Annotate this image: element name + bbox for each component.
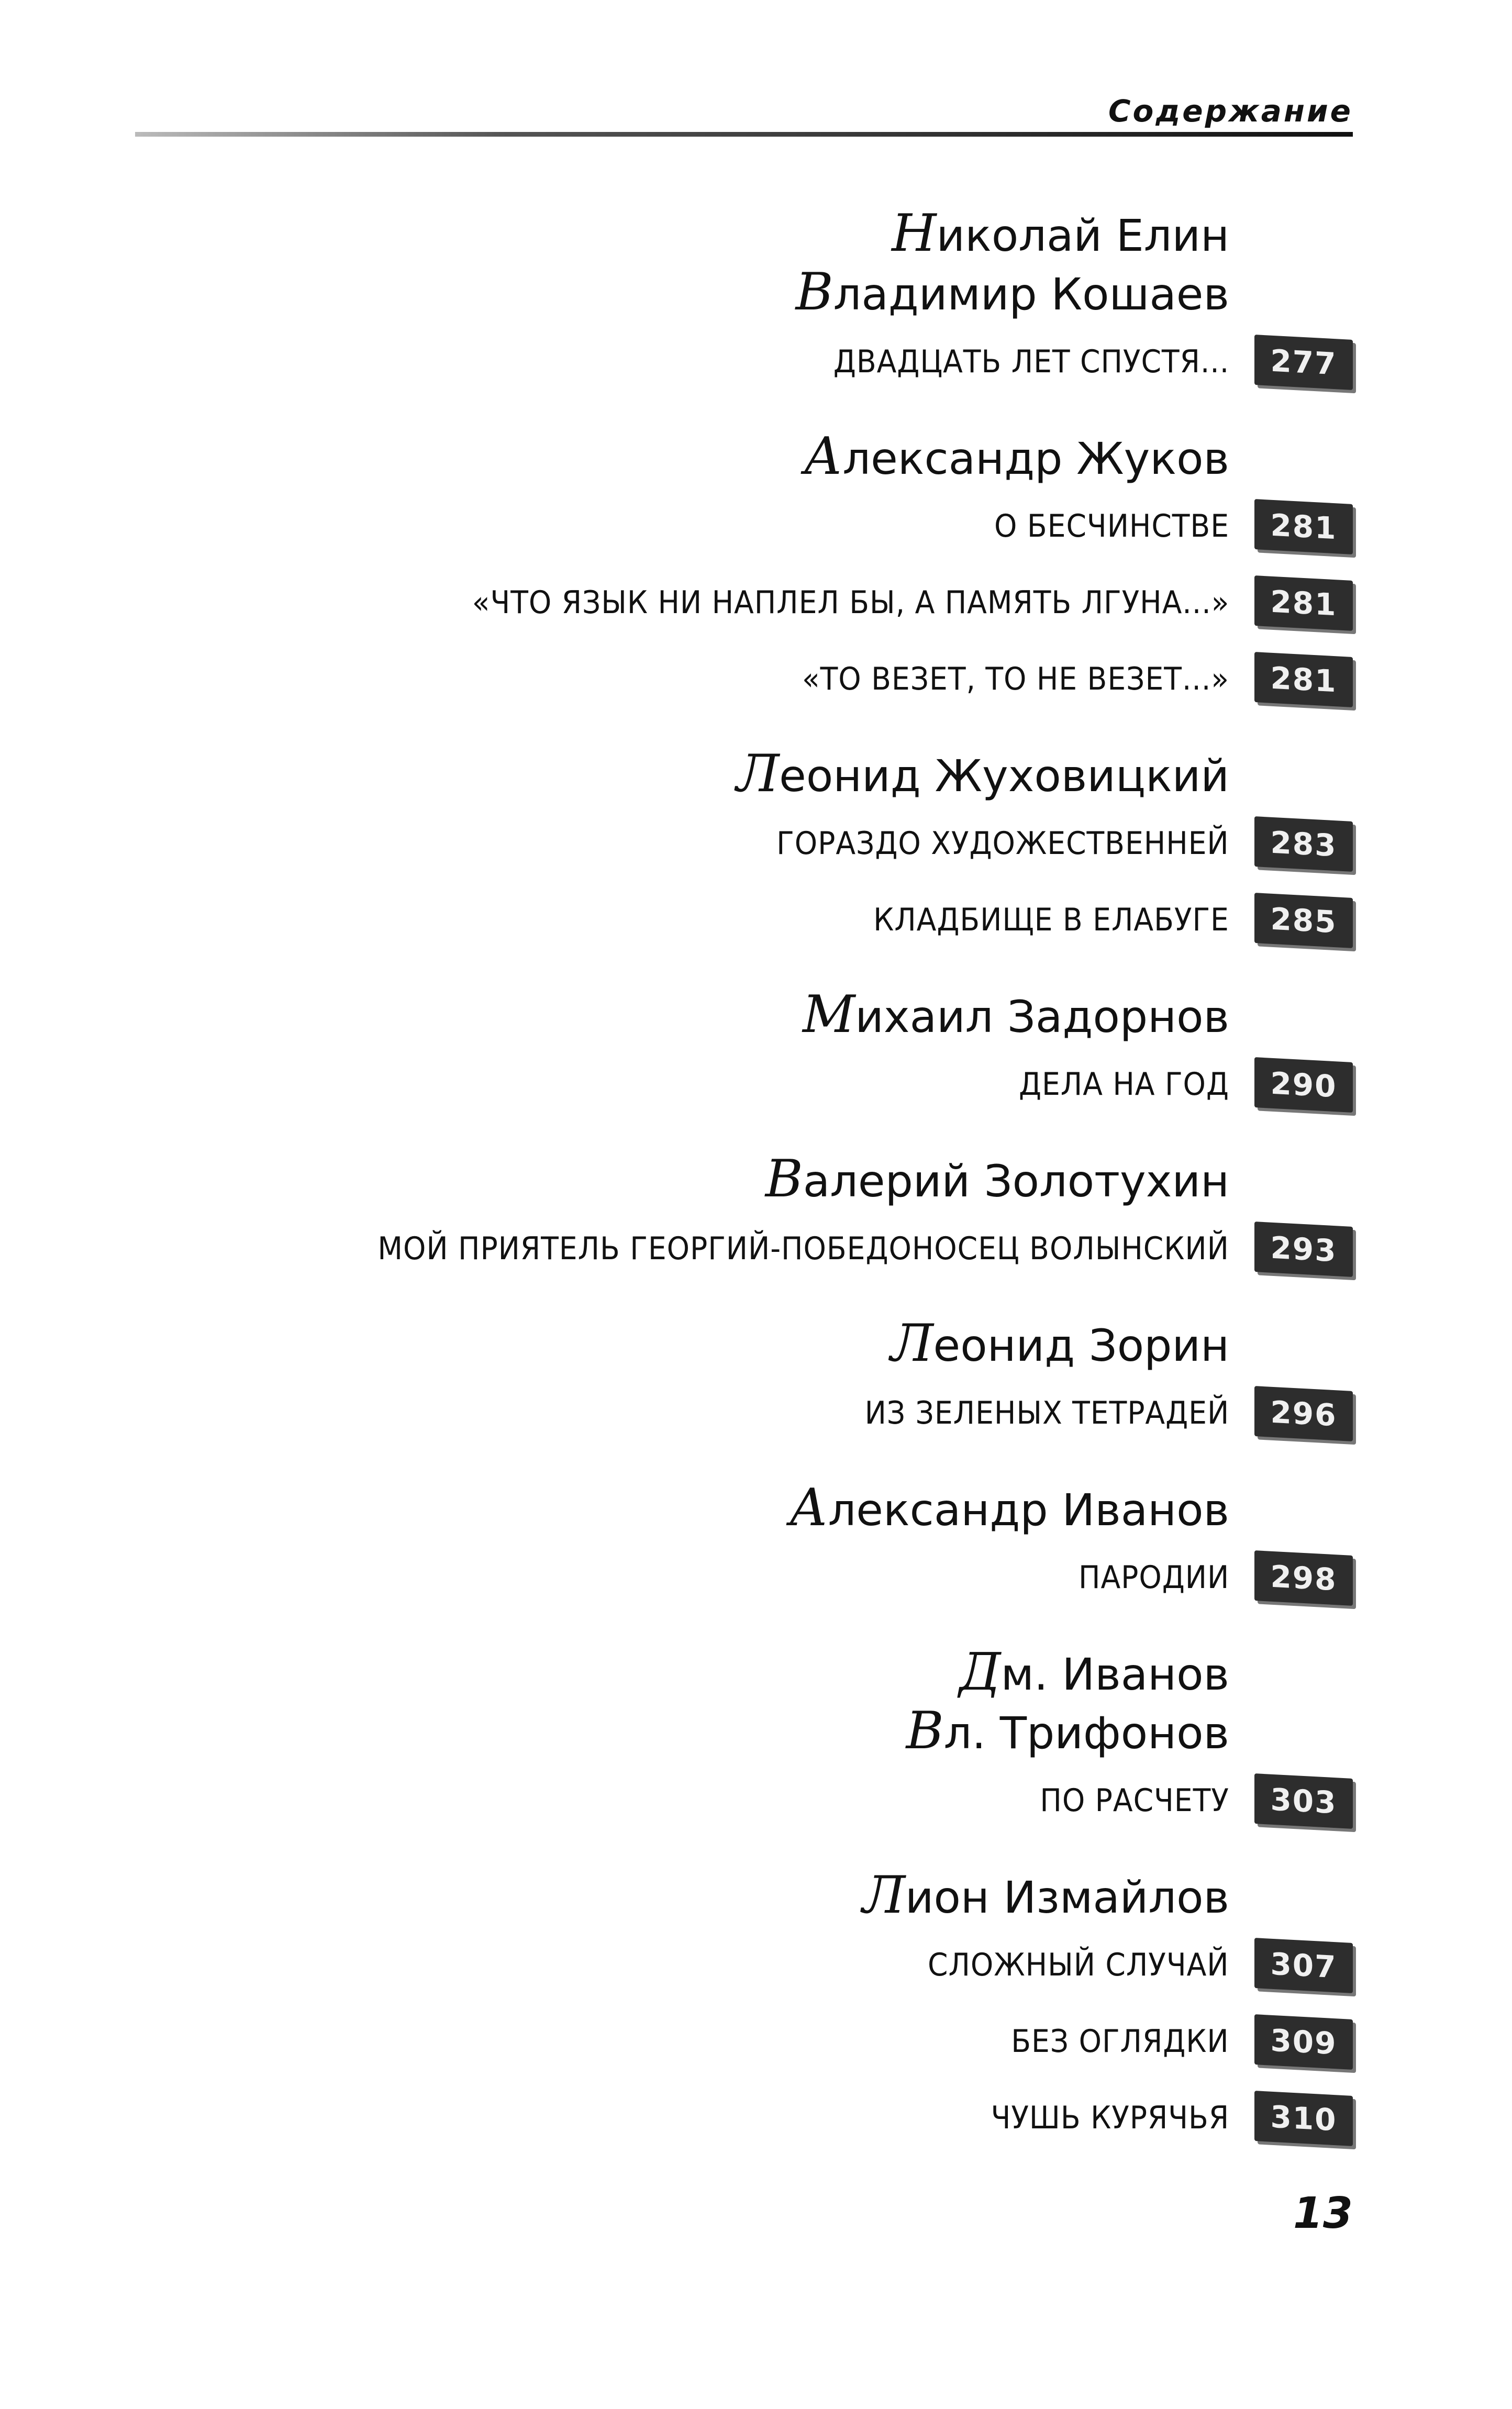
author-name-rest: лександр Жуков: [842, 433, 1229, 484]
page-number-badge: 281: [1254, 652, 1353, 707]
toc-entry[interactable]: [0, 1925, 1512, 2001]
entry-title: ИЗ ЗЕЛЕНЫХ ТЕТРАДЕЙ: [864, 1395, 1229, 1431]
running-header: [135, 79, 1353, 141]
page-number-badge: 293: [1254, 1222, 1353, 1277]
spacer: [0, 2154, 1512, 2183]
spacer: [0, 1449, 1512, 1479]
page-number-badge: 281: [1254, 499, 1353, 554]
author-name: [0, 1150, 1512, 1208]
spacer: [0, 1120, 1512, 1150]
toc-entry[interactable]: [0, 562, 1512, 639]
spacer: [0, 398, 1512, 427]
author-block: [0, 985, 1512, 1150]
toc-entry[interactable]: [0, 486, 1512, 562]
author-initial: М: [802, 985, 855, 1045]
author-block: [0, 427, 1512, 745]
author-name: [0, 1866, 1512, 1925]
author-initial: Д: [959, 1642, 1001, 1702]
toc-entry[interactable]: [0, 1044, 1512, 1120]
author-initial: Л: [890, 1314, 933, 1373]
spacer: [0, 1285, 1512, 1314]
page-number-badge: 309: [1254, 2014, 1353, 2070]
entry-title: «ЧТО ЯЗЫК НИ НАПЛЕЛ БЫ, А ПАМЯТЬ ЛГУНА...»: [472, 584, 1229, 621]
header-title: Содержание: [1108, 93, 1353, 129]
toc-entry[interactable]: [0, 1373, 1512, 1449]
author-initial: Н: [892, 204, 937, 263]
entry-title: СЛОЖНЫЙ СЛУЧАЙ: [928, 1947, 1229, 1983]
author-initial: В: [765, 1149, 803, 1209]
header-rule: [135, 132, 1353, 137]
author-name: [0, 427, 1512, 486]
author-name-rest: иколай Елин: [936, 210, 1229, 261]
toc-entry[interactable]: [0, 2078, 1512, 2154]
page-number-badge: 296: [1254, 1386, 1353, 1441]
page-number: 13: [1293, 2189, 1353, 2238]
entry-title: БЕЗ ОГЛЯДКИ: [1011, 2023, 1229, 2060]
entry-title: О БЕСЧИНСТВЕ: [994, 508, 1229, 545]
toc-entry[interactable]: [0, 803, 1512, 880]
entry-title: ПАРОДИИ: [1078, 1559, 1229, 1596]
author-block: [0, 745, 1512, 985]
spacer: [0, 1837, 1512, 1866]
author-block: [0, 1866, 1512, 2183]
entry-title: «ТО ВЕЗЕТ, ТО НЕ ВЕЗЕТ...»: [802, 661, 1229, 697]
page-number-badge: 310: [1254, 2091, 1353, 2146]
author-name-rest: алерий Золотухин: [803, 1156, 1229, 1207]
page-number-badge: 283: [1254, 816, 1353, 872]
author-name: [0, 1702, 1512, 1760]
spacer: [0, 1614, 1512, 1643]
entry-title: МОЙ ПРИЯТЕЛЬ ГЕОРГИЙ-ПОБЕДОНОСЕЦ ВОЛЫНСКИЙ: [377, 1230, 1229, 1267]
author-block: [0, 1314, 1512, 1479]
entry-title: ДВАДЦАТЬ ЛЕТ СПУСТЯ...: [833, 343, 1229, 380]
author-initial: Л: [736, 744, 780, 804]
spacer: [0, 715, 1512, 745]
table-of-contents: [0, 204, 1512, 2183]
author-name: [0, 1314, 1512, 1373]
author-name: [0, 1643, 1512, 1702]
toc-entry[interactable]: [0, 2001, 1512, 2078]
toc-entry[interactable]: [0, 321, 1512, 398]
toc-entry[interactable]: [0, 1760, 1512, 1837]
toc-entry[interactable]: [0, 880, 1512, 956]
author-name-rest: л. Трифонов: [943, 1707, 1229, 1759]
author-name: [0, 985, 1512, 1044]
page-number-badge: 307: [1254, 1938, 1353, 1993]
author-name-rest: ион Измайлов: [905, 1872, 1229, 1923]
entry-title: ГОРАЗДО ХУДОЖЕСТВЕННЕЙ: [776, 825, 1229, 862]
toc-entry[interactable]: [0, 1208, 1512, 1285]
author-name-rest: еонид Жуховицкий: [779, 750, 1229, 802]
entry-title: КЛАДБИЩЕ В ЕЛАБУГЕ: [873, 902, 1229, 938]
page-number-badge: 285: [1254, 893, 1353, 948]
author-block: [0, 204, 1512, 427]
page-number-badge: 290: [1254, 1057, 1353, 1113]
author-name-rest: лександр Иванов: [828, 1484, 1229, 1536]
page-number-badge: 277: [1254, 335, 1353, 390]
author-name: [0, 263, 1512, 321]
author-name: [0, 745, 1512, 803]
author-block: [0, 1643, 1512, 1866]
author-initial: Л: [862, 1866, 905, 1925]
author-name-rest: м. Иванов: [1000, 1649, 1229, 1700]
author-initial: А: [789, 1478, 828, 1538]
entry-title: ПО РАСЧЕТУ: [1040, 1782, 1229, 1819]
page-number-badge: 303: [1254, 1773, 1353, 1829]
author-name-rest: ихаил Задорнов: [855, 991, 1229, 1042]
entry-title: ДЕЛА НА ГОД: [1019, 1066, 1229, 1103]
author-name: [0, 1479, 1512, 1537]
toc-entry[interactable]: [0, 1537, 1512, 1614]
spacer: [0, 956, 1512, 985]
toc-entry[interactable]: [0, 639, 1512, 715]
page-number-badge: 281: [1254, 575, 1353, 631]
author-block: [0, 1479, 1512, 1643]
author-initial: А: [804, 427, 843, 486]
author-block: [0, 1150, 1512, 1314]
page-number-badge: 298: [1254, 1550, 1353, 1606]
author-name-rest: ладимир Кошаев: [833, 269, 1229, 320]
author-name-rest: еонид Зорин: [933, 1320, 1229, 1371]
entry-title: ЧУШЬ КУРЯЧЬЯ: [991, 2100, 1229, 2136]
author-name: [0, 204, 1512, 263]
author-initial: В: [795, 262, 833, 322]
author-initial: В: [906, 1701, 944, 1761]
